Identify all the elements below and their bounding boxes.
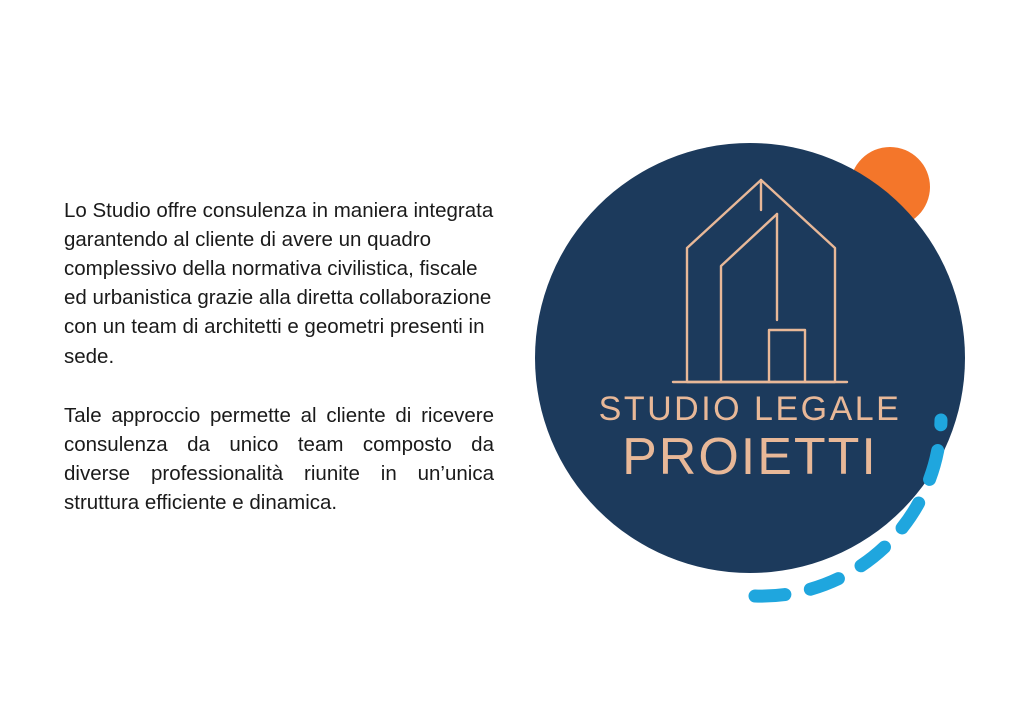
logo-badge [520, 120, 990, 620]
body-text-column [64, 196, 494, 517]
paragraph-1: Lo Studio offre consulenza in maniera integrata garantendo al cliente di avere un quadro complessivo della normativa civilistica, fiscale ed urbanistica grazie alla diretta collaborazione con un team di architetti e geometri presenti in sede. [64, 199, 494, 368]
logo-line-studio-legale: STUDIO LEGALE [598, 390, 902, 428]
logo-line-proietti: PROIETTI [622, 427, 878, 486]
house-outline-icon [665, 170, 855, 400]
logo-wordmark [520, 392, 980, 484]
paragraph-2: Tale approccio permette al cliente di ricevere consulenza da unico team composto da diverse professionalità riunite in un’unica struttura efficiente e dinamica. [64, 403, 494, 514]
